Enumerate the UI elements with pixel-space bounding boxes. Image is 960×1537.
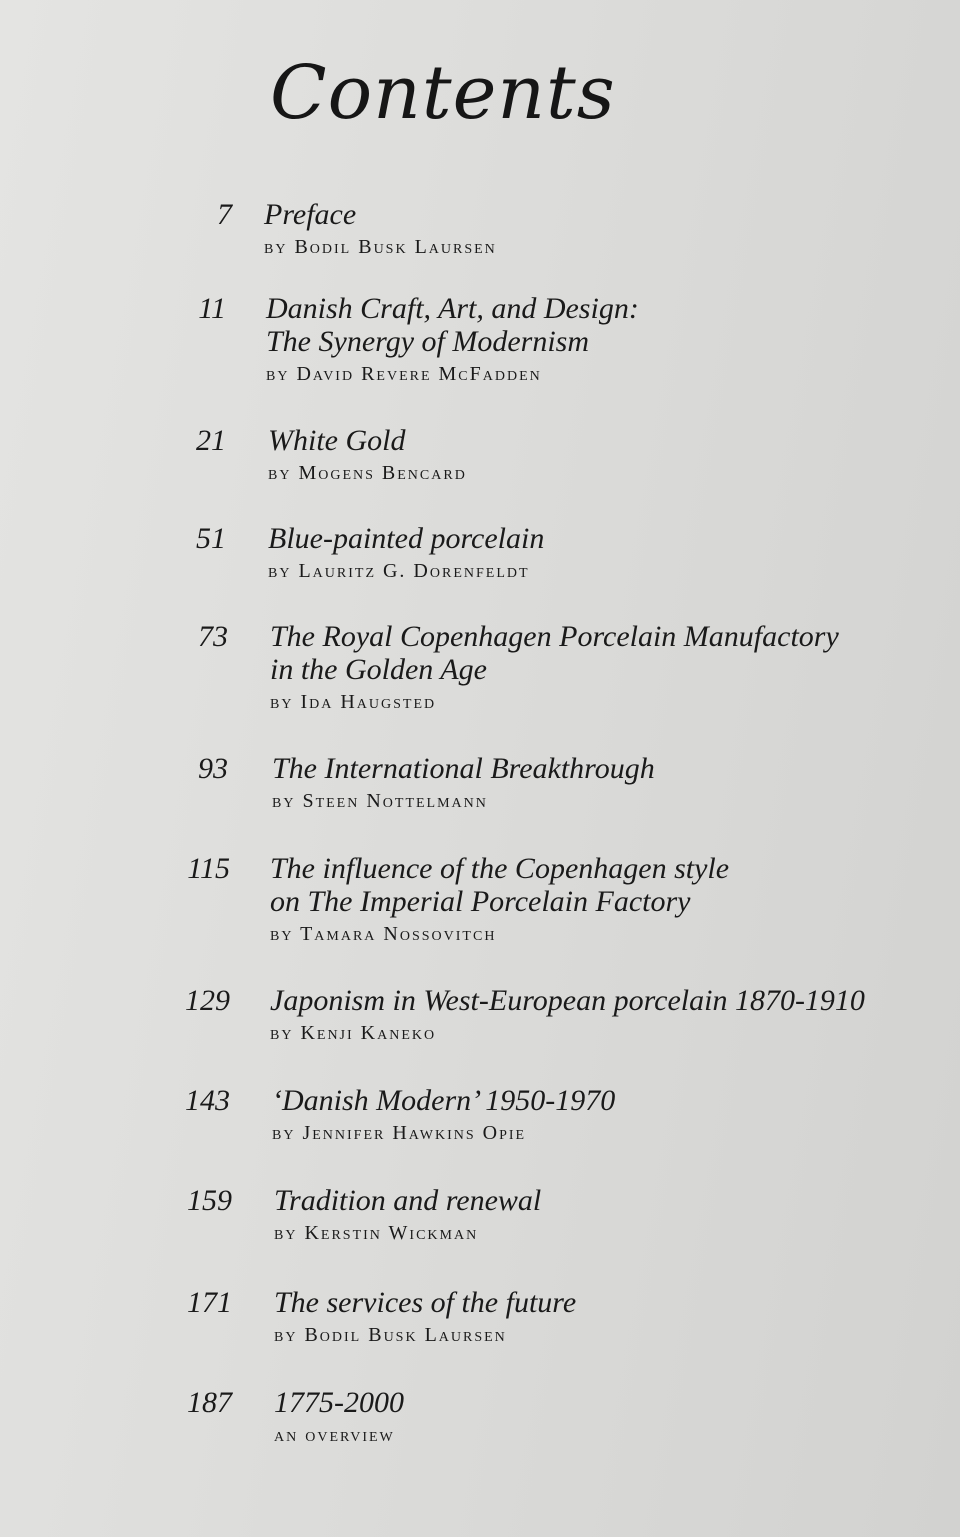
entry-title: The Royal Copenhagen Porcelain Manufactory	[270, 620, 839, 653]
entry-text	[268, 522, 908, 583]
entry-author: by Mogens Bencard	[268, 462, 467, 484]
entry-text	[272, 752, 912, 813]
entry-text	[268, 424, 908, 485]
entry-text	[274, 1386, 914, 1447]
entry-author: by Tamara Nossovitch	[270, 923, 497, 945]
page-number: 7	[217, 198, 232, 231]
page-number: 51	[196, 522, 226, 555]
entry-title: Preface	[264, 198, 357, 231]
page-number: 73	[198, 620, 228, 653]
page-number: 115	[187, 852, 230, 885]
entry-title: Japonism in West-European porcelain 1870-1910	[270, 984, 865, 1017]
entry-text	[270, 620, 910, 714]
entry-author: by Jennifer Hawkins Opie	[272, 1122, 527, 1144]
page-number: 21	[196, 424, 226, 457]
entry-title: on The Imperial Porcelain Factory	[270, 885, 691, 918]
entry-author: by Ida Haugsted	[270, 691, 437, 713]
page-number: 11	[198, 292, 226, 325]
page-number: 143	[185, 1084, 230, 1117]
entry-title: in the Golden Age	[270, 653, 487, 686]
entry-title: The services of the future	[274, 1286, 577, 1319]
entry-title: White Gold	[268, 424, 406, 457]
entry-text	[274, 1286, 914, 1347]
page-number: 171	[187, 1286, 232, 1319]
page-number: 129	[185, 984, 230, 1017]
entry-author: by Kerstin Wickman	[274, 1222, 479, 1244]
entry-title: 1775-2000	[274, 1386, 404, 1419]
entry-author: by David Revere McFadden	[266, 363, 542, 385]
entry-author: by Bodil Busk Laursen	[264, 236, 497, 258]
page-number: 93	[198, 752, 228, 785]
entry-text	[272, 1084, 912, 1145]
entry-text	[266, 292, 906, 386]
entry-text	[270, 984, 910, 1045]
entry-author: an overview	[274, 1424, 395, 1446]
entry-text	[270, 852, 910, 946]
entry-title: Blue-painted porcelain	[268, 522, 545, 555]
page-number: 187	[187, 1386, 232, 1419]
entry-title: The Synergy of Modernism	[266, 325, 589, 358]
entry-title: Danish Craft, Art, and Design:	[266, 292, 639, 325]
entry-author: by Bodil Busk Laursen	[274, 1324, 507, 1346]
entry-text	[274, 1184, 914, 1245]
entry-title: The influence of the Copenhagen style	[270, 852, 730, 885]
entry-title: ‘Danish Modern’ 1950-1970	[272, 1084, 616, 1117]
page-number: 159	[187, 1184, 232, 1217]
page-title: Contents	[270, 50, 616, 136]
entry-author: by Steen Nottelmann	[272, 790, 488, 812]
entry-title: Tradition and renewal	[274, 1184, 542, 1217]
entry-title: The International Breakthrough	[272, 752, 655, 785]
entry-author: by Kenji Kaneko	[270, 1022, 437, 1044]
entry-author: by Lauritz G. Dorenfeldt	[268, 560, 530, 582]
entry-text	[264, 198, 904, 259]
